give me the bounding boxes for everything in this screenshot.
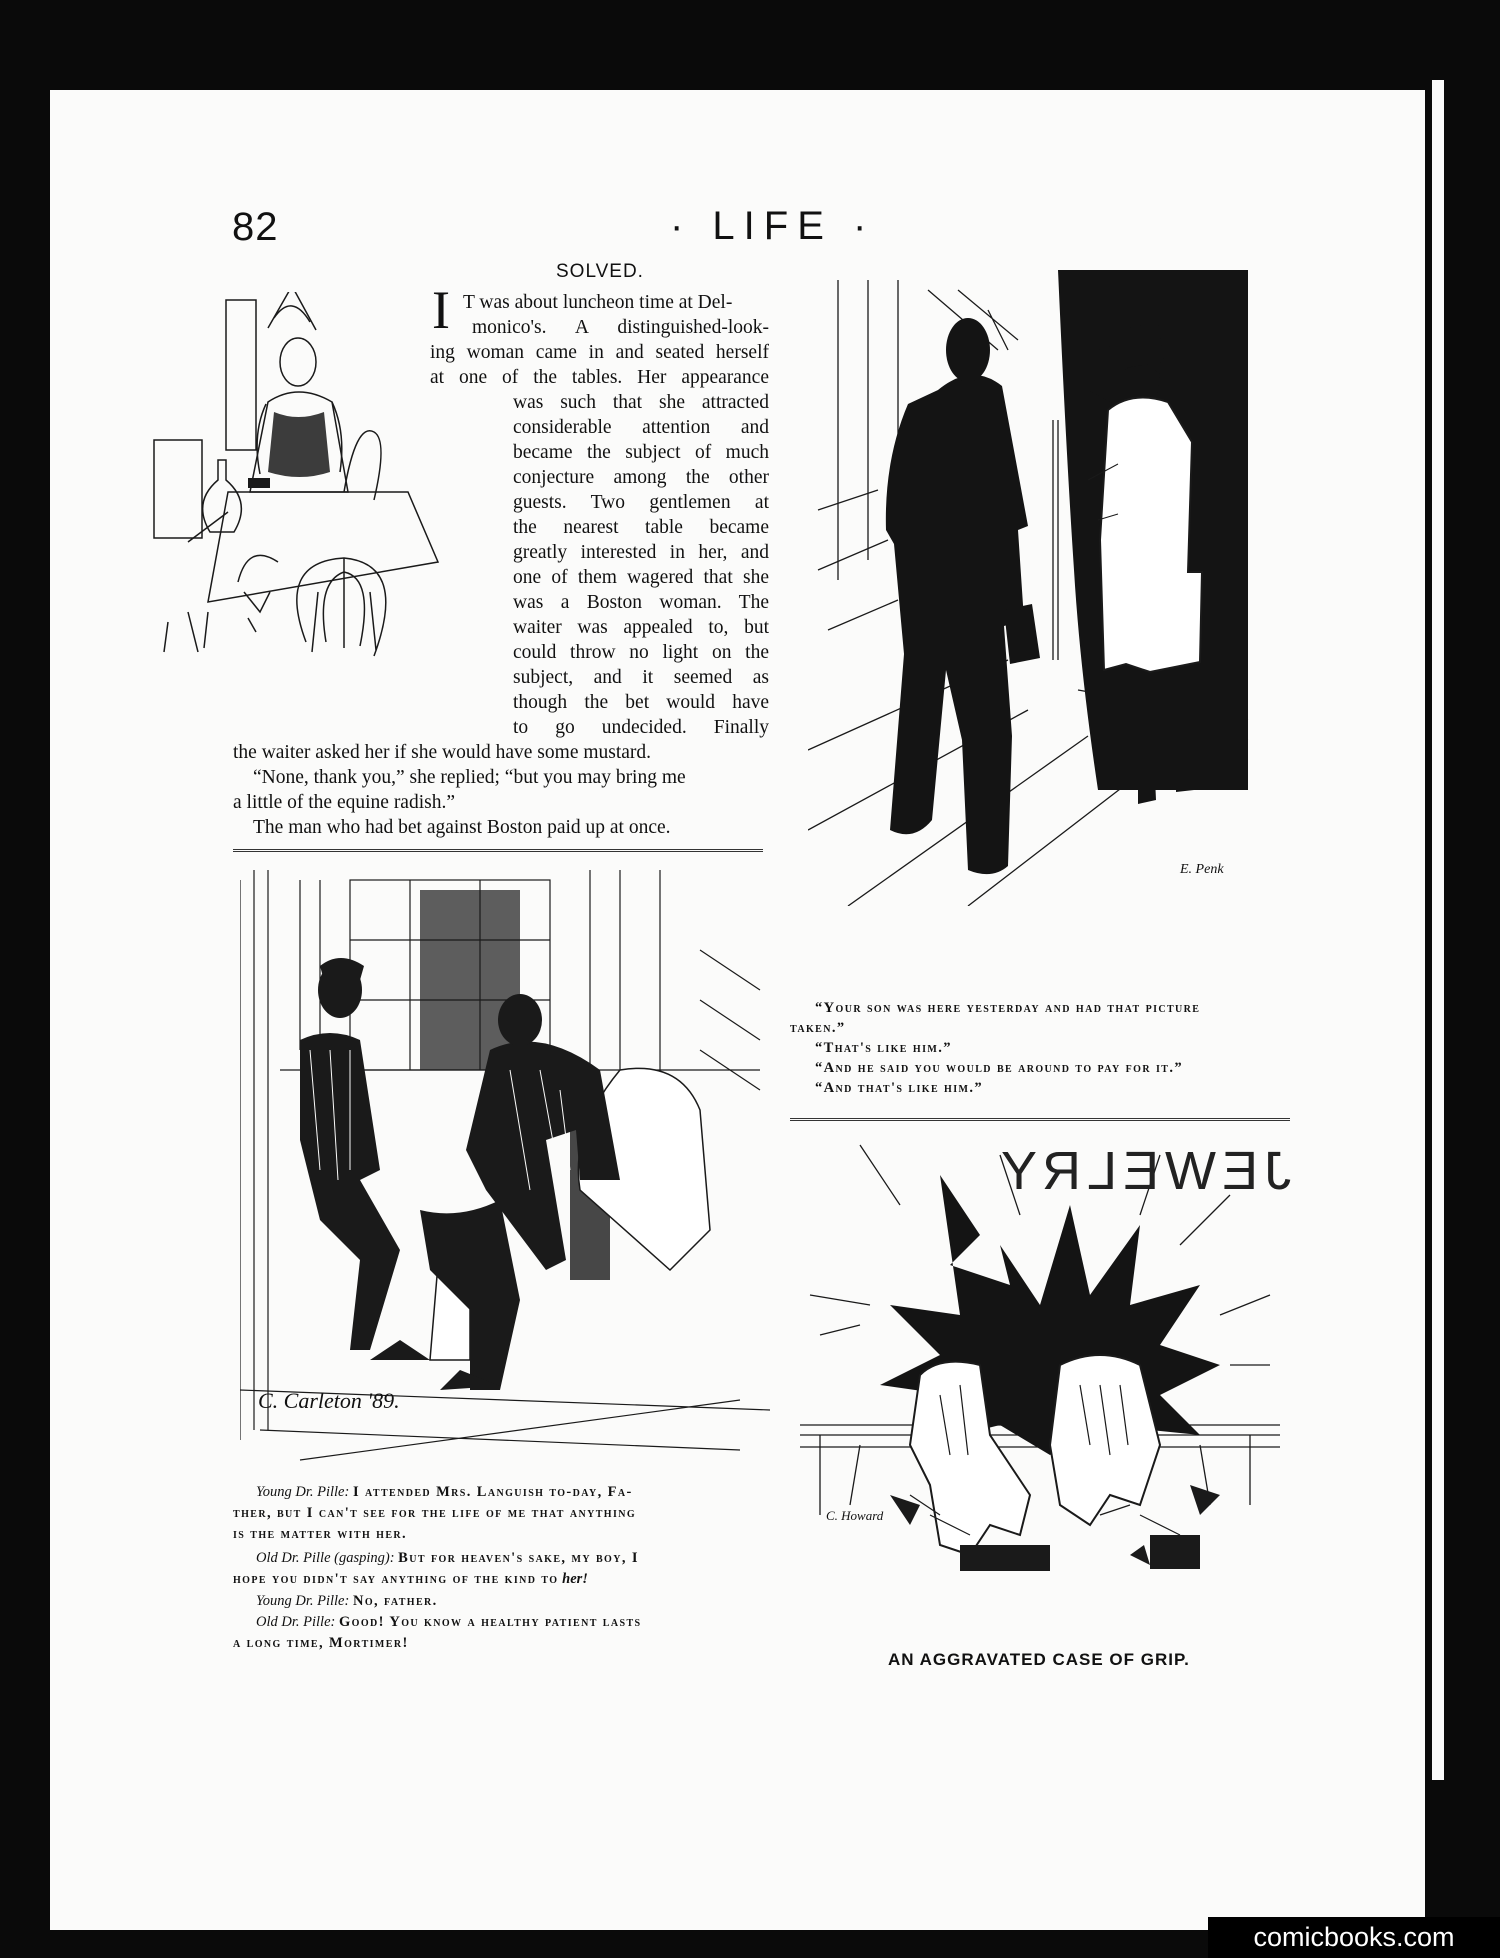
- dialogue-line: [256, 1593, 438, 1610]
- doctors-illustration: [240, 870, 770, 1470]
- body-line: a little of the equine radish.”: [233, 792, 456, 813]
- joke-line: “Your son was here yesterday and had that picture: [815, 1000, 1201, 1016]
- page-number: 82: [232, 205, 279, 249]
- body-line: the nearest table became: [513, 517, 769, 538]
- speaker: Young Dr. Pille:: [256, 1484, 350, 1500]
- body-line: considerable attention and: [513, 417, 769, 438]
- joke-line: “And that's like him.”: [815, 1080, 984, 1096]
- dialogue-line: ther, but I can't see for the life of me that anything: [233, 1505, 637, 1521]
- body-line: could throw no light on the: [513, 642, 769, 663]
- next-page-edge: [1432, 80, 1444, 1780]
- dialogue-text: But for heaven's sake, my boy, I: [398, 1550, 639, 1566]
- article-title: SOLVED.: [556, 261, 644, 282]
- dialogue-line: is the matter with her.: [233, 1526, 408, 1542]
- body-line: The man who had bet against Boston paid up at once.: [253, 817, 671, 838]
- body-line: monico's. A distinguished-look-: [472, 317, 769, 338]
- body-line: to go undecided. Finally: [513, 717, 769, 738]
- dialogue-line: [256, 1484, 633, 1501]
- speaker: Old Dr. Pille:: [256, 1614, 336, 1630]
- artist-signature: C. Carleton '89.: [258, 1388, 400, 1413]
- drop-cap: I: [432, 280, 450, 340]
- body-line: guests. Two gentlemen at: [513, 492, 769, 513]
- dialogue-text: hope you didn't say anything of the kind to: [233, 1571, 559, 1587]
- dialogue-line: [256, 1550, 639, 1567]
- joke-line: taken.”: [790, 1020, 846, 1036]
- body-line: conjecture among the other: [513, 467, 769, 488]
- body-line: “None, thank you,” she replied; “but you may bring me: [253, 767, 686, 788]
- body-line: was a Boston woman. The: [513, 592, 769, 613]
- body-line: T was about luncheon time at Del-: [463, 292, 733, 313]
- section-divider: [790, 1118, 1290, 1121]
- body-line: greatly interested in her, and: [513, 542, 769, 563]
- jewelry-sign: JEWELRY: [995, 1141, 1292, 1201]
- watermark: comicbooks.com: [1208, 1917, 1500, 1958]
- body-line: became the subject of much: [513, 442, 769, 463]
- speaker: Young Dr. Pille:: [256, 1593, 350, 1609]
- body-line: subject, and it seemed as: [513, 667, 769, 688]
- artist-signature: C. Howard: [826, 1508, 884, 1523]
- dialogue-text: Good! You know a healthy patient lasts: [338, 1614, 642, 1630]
- joke-line: “And he said you would be around to pay for it.”: [815, 1060, 1184, 1076]
- body-line: the waiter asked her if she would have some mustard.: [233, 742, 652, 763]
- photo-studio-illustration: [808, 270, 1258, 906]
- masthead: · LIFE ·: [670, 204, 876, 248]
- body-line: ing woman came in and seated herself: [430, 342, 769, 363]
- dialogue-text: No, father.: [352, 1593, 438, 1609]
- body-line: at one of the tables. Her appearance: [430, 367, 769, 388]
- speaker: Old Dr. Pille (gasping):: [256, 1550, 395, 1566]
- cartoon-caption: AN AGGRAVATED CASE OF GRIP.: [888, 1650, 1190, 1669]
- dialogue-text: I attended Mrs. Languish to-day, Fa-: [352, 1484, 633, 1500]
- dialogue-line: a long time, Mortimer!: [233, 1635, 409, 1651]
- body-line: one of them wagered that she: [513, 567, 769, 588]
- joke-line: “That's like him.”: [815, 1040, 952, 1056]
- emphasis: her!: [562, 1571, 588, 1587]
- section-divider: [233, 849, 763, 852]
- body-line: though the bet would have: [513, 692, 769, 713]
- dialogue-line: [256, 1614, 641, 1631]
- dialogue-line: [233, 1571, 588, 1588]
- grip-illustration: [800, 1135, 1280, 1605]
- body-line: was such that she attracted: [513, 392, 769, 413]
- artist-signature: E. Penk: [1180, 862, 1224, 877]
- body-line: waiter was appealed to, but: [513, 617, 769, 638]
